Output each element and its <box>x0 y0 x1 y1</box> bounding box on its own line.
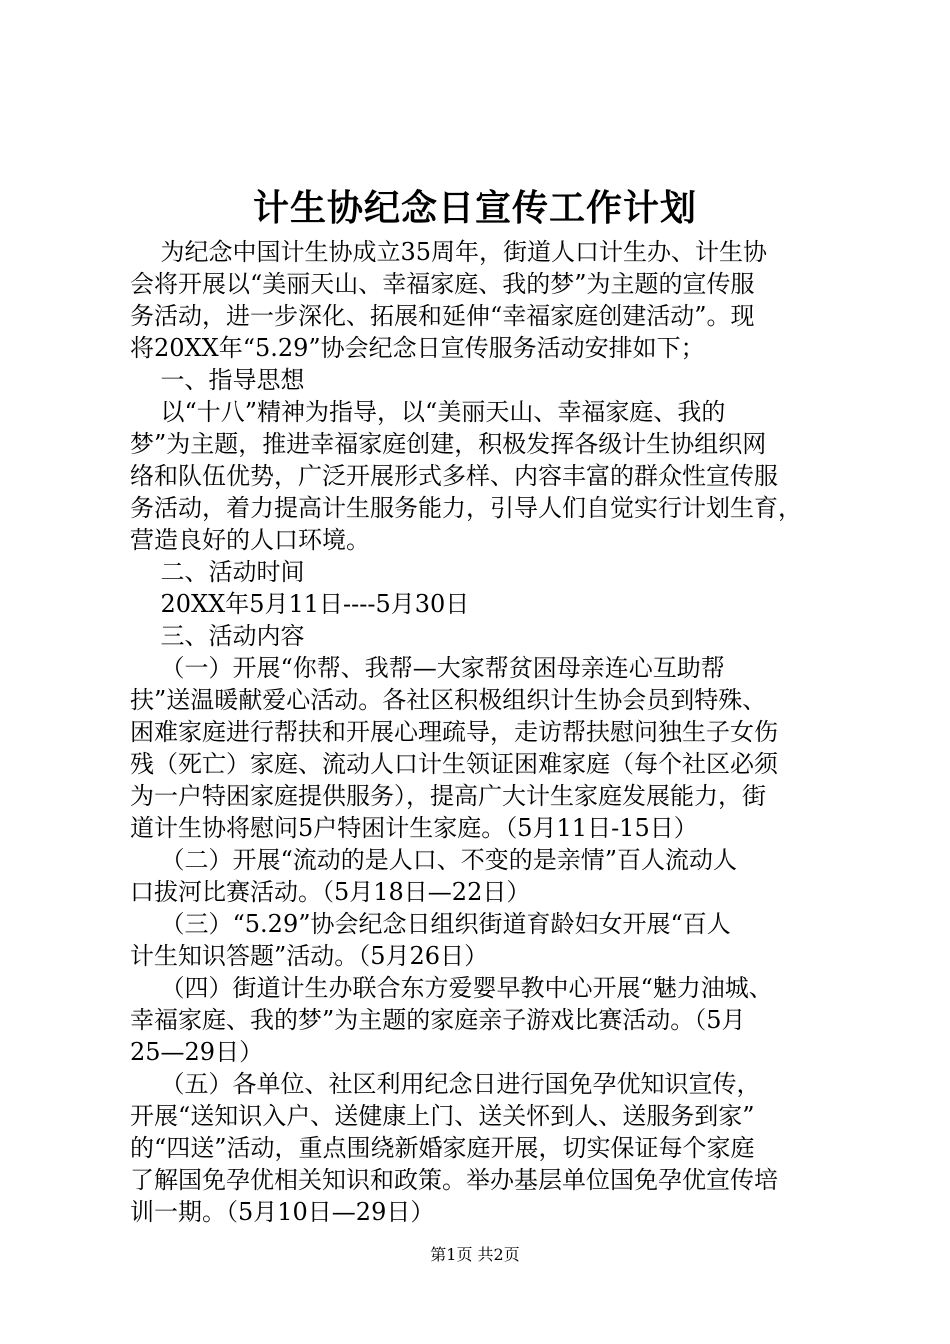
body-line: 的“四送”活动，重点围绕新婚家庭开展，切实保证每个家庭 <box>130 1134 755 1162</box>
document-title: 计生协纪念日宣传工作计划 <box>252 188 697 229</box>
body-line: 三、活动内容 <box>130 622 305 650</box>
body-line: 扶”送温暖献爱心活动。各社区积极组织计生协会员到特殊、 <box>130 686 767 714</box>
body-line: 络和队伍优势，广泛开展形式多样、内容丰富的群众性宣传服 <box>130 462 778 490</box>
body-line: 残（死亡）家庭、流动人口计生领证困难家庭（每个社区必须 <box>130 750 778 778</box>
body-line: 营造良好的人口环境。 <box>130 526 370 554</box>
body-line: 将20XX年“5.29”协会纪念日宣传服务活动安排如下； <box>130 334 705 362</box>
body-line: （五）各单位、社区利用纪念日进行国免孕优知识宣传， <box>130 1070 761 1098</box>
body-line: 以“十八”精神为指导，以“美丽天山、幸福家庭、我的 <box>130 398 726 426</box>
body-line: 二、活动时间 <box>130 558 305 586</box>
body-line: （三）“5.29”协会纪念日组织街道育龄妇女开展“百人 <box>130 910 731 938</box>
body-line: 会将开展以“美丽天山、幸福家庭、我的梦”为主题的宣传服 <box>130 270 755 298</box>
body-line: 梦”为主题，推进幸福家庭创建，积极发挥各级计生协组织网 <box>130 430 767 458</box>
body-line: 了解国免孕优相关知识和政策。举办基层单位国免孕优宣传培 <box>130 1166 778 1194</box>
body-line: 口拔河比赛活动。（5月18日—22日） <box>130 878 531 906</box>
body-line: （二）开展“流动的是人口、不变的是亲情”百人流动人 <box>130 846 738 874</box>
body-line: 开展“送知识入户、送健康上门、送关怀到人、送服务到家” <box>130 1102 755 1130</box>
body-line: 20XX年5月11日----5月30日 <box>130 590 470 618</box>
page-footer: 第1页 共2页 <box>430 1245 520 1264</box>
body-line: 25—29日） <box>130 1038 264 1066</box>
body-line: 道计生协将慰问5户特困计生家庭。（5月11日-15日） <box>130 814 698 842</box>
document-body <box>130 236 835 1228</box>
body-line: 困难家庭进行帮扶和开展心理疏导，走访帮扶慰问独生子女伤 <box>130 718 778 746</box>
body-line: 一、指导思想 <box>130 366 305 394</box>
body-line: 训一期。（5月10日—29日） <box>130 1198 435 1226</box>
body-line: （一）开展“你帮、我帮—大家帮贫困母亲连心互助帮 <box>130 654 725 682</box>
body-line: 务活动，进一步深化、拓展和延伸“幸福家庭创建活动”。现 <box>130 302 755 330</box>
body-line: 计生知识答题”活动。（5月26日） <box>130 942 489 970</box>
body-line: 为一户特困家庭提供服务），提高广大计生家庭发展能力，街 <box>130 782 766 810</box>
body-line: 务活动，着力提高计生服务能力，引导人们自觉实行计划生育， <box>130 494 802 522</box>
body-line: 幸福家庭、我的梦”为主题的家庭亲子游戏比赛活动。（5月 <box>130 1006 746 1034</box>
body-line: 为纪念中国计生协成立35周年，街道人口计生办、计生协 <box>130 238 768 266</box>
body-line: （四）街道计生办联合东方爱婴早教中心开展“魅力油城、 <box>130 974 773 1002</box>
